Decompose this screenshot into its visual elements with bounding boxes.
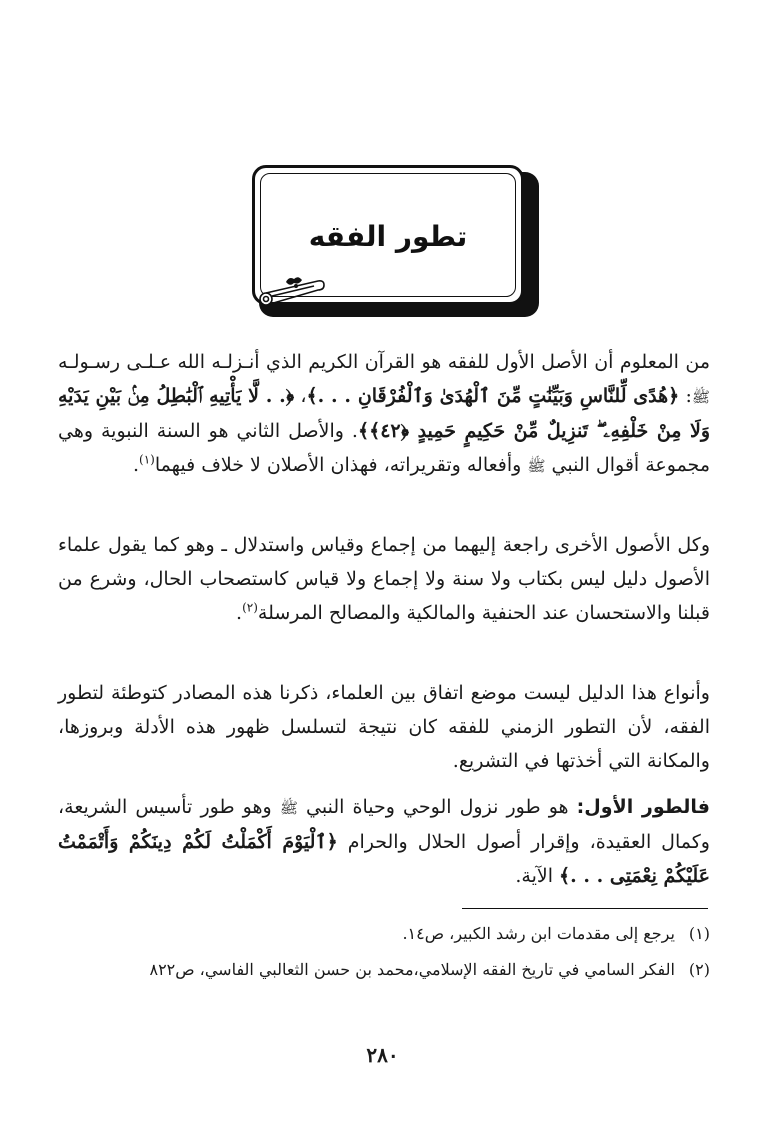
paragraph-evidence-types [58,676,710,778]
chapter-title: تطور الفقه [308,220,468,253]
footnote-number: (٢) [688,960,710,979]
footnote-item [58,954,710,986]
p1-text-d: . والأصل الثاني هو السنة النبوية وهي مجموعة أقوال النبي [58,420,710,476]
p1-text-b: : [679,385,692,407]
p1-text-e: وأفعاله وتقريراته، فهذان الأصلان لا خلاف فيهما [154,454,528,476]
footnote-divider [462,908,708,909]
scroll-ornament-icon [252,272,332,308]
first-stage-heading: فالطور الأول: [576,796,710,818]
p4-text-a: هو طور نزول الوحي وحياة النبي [297,796,577,818]
p1-text-a: من المعلوم أن الأصل الأول للفقه هو القرآن الكريم الذي أنـزلـه الله عـلـى رسـولـه [58,351,710,373]
p1-text-c: ، [294,385,307,407]
salutation-glyph: ﷺ [279,799,298,817]
quran-verse-1: ﴿هُدًى لِّلنَّاسِ وَبَيِّنَٰتٍ مِّنَ ٱلْهُدَىٰ وَٱلْفُرْقَانِ . . .﴾ [306,385,680,407]
salutation-glyph: ﷺ [691,388,710,406]
paragraph-other-sources [58,528,710,630]
salutation-glyph: ﷺ [527,457,546,475]
p4-text-b: وهو طور تأسيس الشريعة، وكمال العقيدة، وإقرار أصول الحلال والحرام [58,796,710,853]
footnote-item [58,918,710,950]
p4-text-c: الآية. [515,865,560,887]
footnote-text: يرجع إلى مقدمات ابن رشد الكبير، ص١٤. [402,924,675,943]
quran-verse-3: ﴿ٱلْيَوْمَ أَكْمَلْتُ لَكُمْ دِينَكُمْ وَأَتْمَمْتُ عَلَيْكُمْ نِعْمَتِى . . .﴾ [58,831,710,887]
footnote-number: (١) [688,924,710,943]
p2-text-end: . [236,602,243,624]
quran-verse-2: ﴿. . لَّا يَأْتِيهِ ٱلْبَٰطِلُ مِنۢ بَيْنِ يَدَيْهِ وَلَا مِنْ خَلْفِهِۦ ۖ تَنزِيلٌ مِّنْ حَكِيمٍ حَمِيدٍ ﴿٤٢﴾﴾ [58,385,710,442]
footnotes [58,918,710,990]
paragraph-first-stage [58,790,710,893]
footnote-ref-2[interactable]: (٢) [242,600,258,615]
page-number: ٢٨٠ [366,1043,399,1067]
p2-text: وكل الأصول الأخرى راجعة إليهما من إجماع وقياس واستدلال ـ وهو كما يقول علماء الأصول دليل ليس بكتاب ولا سنة ولا إجماع ولا قياس كاستصحاب الحال، وشرع من قبلنا والاستحسان عند الحنفية والمالكية والمصالح المرسلة [58,534,710,624]
footnote-ref-1[interactable]: (١) [139,452,155,467]
p1-text-f: . [132,454,140,476]
footnote-text: الفكر السامي في تاريخ الفقه الإسلامي،محمد بن حسن الثعالبي الفاسي، ص٨٢٢ [149,960,675,979]
p3-text: وأنواع هذا الدليل ليست موضع اتفاق بين العلماء، ذكرنا هذه المصادر كتوطئة لتطور الفقه، لأن التطور الزمني للفقه كان نتيجة لتسلسل ظهور هذه الأدلة وبروزها، والمكانة التي أخذتها في التشريع. [58,682,710,772]
paragraph-quran-and-sunnah [58,345,710,483]
